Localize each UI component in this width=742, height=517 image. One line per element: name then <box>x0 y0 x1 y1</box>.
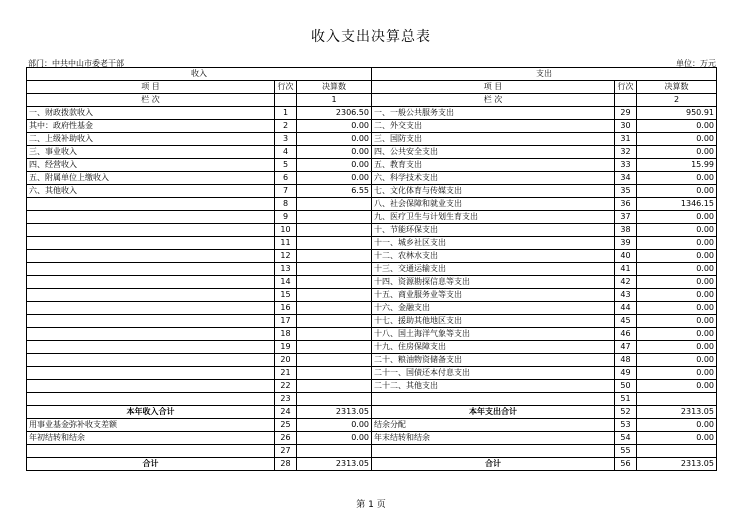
expense-amount-cell: 950.91 <box>637 107 717 120</box>
expense-amount-cell: 0.00 <box>637 263 717 276</box>
table-row <box>27 263 717 276</box>
expense-amount-cell: 0.00 <box>637 302 717 315</box>
table-body <box>27 107 717 471</box>
income-item-cell <box>27 367 275 380</box>
table-row <box>27 341 717 354</box>
income-amount-cell <box>297 445 372 458</box>
income-rowno-cell: 11 <box>275 237 297 250</box>
income-item-cell <box>27 263 275 276</box>
income-amount-cell <box>297 250 372 263</box>
table-row <box>27 107 717 120</box>
expense-rowno-cell: 52 <box>615 406 637 419</box>
income-item-cell <box>27 393 275 406</box>
expense-section-header: 支出 <box>372 68 717 81</box>
income-amount-cell <box>297 224 372 237</box>
income-amount-header: 决算数 <box>297 81 372 94</box>
income-amount-cell: 2306.50 <box>297 107 372 120</box>
income-amount-cell <box>297 302 372 315</box>
income-amount-cell <box>297 276 372 289</box>
income-amount-cell: 0.00 <box>297 172 372 185</box>
income-amount-cell <box>297 393 372 406</box>
income-amount-cell: 2313.05 <box>297 458 372 471</box>
table-row <box>27 120 717 133</box>
income-amount-cell <box>297 211 372 224</box>
income-rowno-cell: 18 <box>275 328 297 341</box>
income-item-cell <box>27 328 275 341</box>
expense-item-cell: 十五、商业服务业等支出 <box>372 289 615 302</box>
income-rowno-cell: 1 <box>275 107 297 120</box>
expense-item-cell: 十三、交通运输支出 <box>372 263 615 276</box>
income-rowno-cell: 10 <box>275 224 297 237</box>
table-row <box>27 224 717 237</box>
table-row <box>27 185 717 198</box>
income-rowno-cell: 17 <box>275 315 297 328</box>
expense-amount-cell: 0.00 <box>637 315 717 328</box>
income-item-cell: 合计 <box>27 458 275 471</box>
expense-item-cell: 二十二、其他支出 <box>372 380 615 393</box>
table-row <box>27 315 717 328</box>
table-row <box>27 133 717 146</box>
income-rowno-cell: 4 <box>275 146 297 159</box>
expense-rowno-cell: 34 <box>615 172 637 185</box>
budget-table <box>26 67 717 471</box>
expense-rowno-cell: 43 <box>615 289 637 302</box>
expense-amount-cell <box>637 393 717 406</box>
header-row-sections <box>27 68 717 81</box>
income-rowno-cell: 5 <box>275 159 297 172</box>
expense-amount-cell: 0.00 <box>637 224 717 237</box>
income-rowno-cell: 19 <box>275 341 297 354</box>
income-rowno-cell: 3 <box>275 133 297 146</box>
expense-item-cell: 六、科学技术支出 <box>372 172 615 185</box>
income-amount-cell <box>297 354 372 367</box>
income-item-cell <box>27 445 275 458</box>
income-amount-cell <box>297 237 372 250</box>
expense-rowno-cell: 33 <box>615 159 637 172</box>
expense-amount-cell: 1346.15 <box>637 198 717 211</box>
income-item-cell: 五、附属单位上缴收入 <box>27 172 275 185</box>
expense-amount-cell: 0.00 <box>637 120 717 133</box>
table-row <box>27 159 717 172</box>
expense-amount-cell: 0.00 <box>637 367 717 380</box>
income-amount-cell <box>297 380 372 393</box>
income-amount-cell <box>297 289 372 302</box>
expense-amount-cell: 0.00 <box>637 354 717 367</box>
expense-rowno-cell: 42 <box>615 276 637 289</box>
expense-rowno-cell: 50 <box>615 380 637 393</box>
expense-item-cell: 十八、国土海洋气象等支出 <box>372 328 615 341</box>
income-rowno-cell: 21 <box>275 367 297 380</box>
income-rowno-cell: 22 <box>275 380 297 393</box>
expense-item-cell: 本年支出合计 <box>372 406 615 419</box>
income-rowno-cell: 20 <box>275 354 297 367</box>
expense-item-cell: 十、节能环保支出 <box>372 224 615 237</box>
expense-amount-cell: 0.00 <box>637 419 717 432</box>
table-row <box>27 237 717 250</box>
income-item-cell: 二、上级补助收入 <box>27 133 275 146</box>
expense-item-cell: 十二、农林水支出 <box>372 250 615 263</box>
income-col-label: 栏 次 <box>27 94 275 107</box>
income-amount-cell <box>297 263 372 276</box>
income-amount-cell <box>297 198 372 211</box>
table-row <box>27 302 717 315</box>
table-row <box>27 406 717 419</box>
expense-rowno-cell: 46 <box>615 328 637 341</box>
expense-rowno-cell: 47 <box>615 341 637 354</box>
expense-item-cell: 十七、援助其他地区支出 <box>372 315 615 328</box>
table-row <box>27 146 717 159</box>
income-rowno-header: 行次 <box>275 81 297 94</box>
income-amount-cell: 0.00 <box>297 146 372 159</box>
income-rowno-cell: 25 <box>275 419 297 432</box>
header-row-columns <box>27 81 717 94</box>
expense-item-cell: 二十、粮油物资储备支出 <box>372 354 615 367</box>
expense-rowno-cell: 32 <box>615 146 637 159</box>
income-item-cell: 用事业基金弥补收支差额 <box>27 419 275 432</box>
income-item-cell <box>27 198 275 211</box>
table-row <box>27 393 717 406</box>
expense-rowno-header: 行次 <box>615 81 637 94</box>
expense-rowno-cell: 55 <box>615 445 637 458</box>
expense-rowno-cell: 35 <box>615 185 637 198</box>
expense-rowno-cell: 51 <box>615 393 637 406</box>
expense-rowno-cell: 53 <box>615 419 637 432</box>
expense-col-number: 2 <box>637 94 717 107</box>
income-item-cell <box>27 224 275 237</box>
expense-item-cell: 二、外交支出 <box>372 120 615 133</box>
expense-rowno-cell: 39 <box>615 237 637 250</box>
table-row <box>27 250 717 263</box>
expense-amount-cell: 0.00 <box>637 237 717 250</box>
table-row <box>27 289 717 302</box>
expense-amount-cell: 0.00 <box>637 185 717 198</box>
income-rowno-cell: 12 <box>275 250 297 263</box>
expense-amount-cell: 0.00 <box>637 432 717 445</box>
income-rowno-cell: 8 <box>275 198 297 211</box>
income-item-cell <box>27 276 275 289</box>
expense-rowno-cell: 41 <box>615 263 637 276</box>
income-amount-cell: 6.55 <box>297 185 372 198</box>
table-row <box>27 198 717 211</box>
income-rowno-cell: 2 <box>275 120 297 133</box>
expense-amount-cell: 0.00 <box>637 211 717 224</box>
expense-amount-cell: 15.99 <box>637 159 717 172</box>
income-col-blank <box>275 94 297 107</box>
income-amount-cell: 0.00 <box>297 419 372 432</box>
income-item-cell: 四、经营收入 <box>27 159 275 172</box>
expense-item-cell: 结余分配 <box>372 419 615 432</box>
income-rowno-cell: 28 <box>275 458 297 471</box>
expense-rowno-cell: 48 <box>615 354 637 367</box>
expense-rowno-cell: 31 <box>615 133 637 146</box>
table-row <box>27 445 717 458</box>
expense-amount-header: 决算数 <box>637 81 717 94</box>
income-amount-cell: 2313.05 <box>297 406 372 419</box>
income-item-cell <box>27 237 275 250</box>
expense-item-cell: 十六、金融支出 <box>372 302 615 315</box>
expense-amount-cell: 2313.05 <box>637 406 717 419</box>
expense-item-cell: 十一、城乡社区支出 <box>372 237 615 250</box>
expense-col-blank <box>615 94 637 107</box>
income-rowno-cell: 27 <box>275 445 297 458</box>
table-row <box>27 328 717 341</box>
expense-amount-cell: 0.00 <box>637 328 717 341</box>
expense-rowno-cell: 29 <box>615 107 637 120</box>
expense-amount-cell <box>637 445 717 458</box>
expense-amount-cell: 0.00 <box>637 380 717 393</box>
income-item-cell <box>27 250 275 263</box>
income-item-cell <box>27 341 275 354</box>
income-item-cell: 本年收入合计 <box>27 406 275 419</box>
income-col-number: 1 <box>297 94 372 107</box>
income-rowno-cell: 24 <box>275 406 297 419</box>
income-item-cell <box>27 315 275 328</box>
table-row <box>27 172 717 185</box>
department-label: 部门：中共中山市委老干部 <box>28 59 124 68</box>
expense-item-cell: 四、公共安全支出 <box>372 146 615 159</box>
income-amount-cell: 0.00 <box>297 159 372 172</box>
expense-item-cell: 十九、住房保障支出 <box>372 341 615 354</box>
expense-item-cell: 三、国防支出 <box>372 133 615 146</box>
income-amount-cell <box>297 315 372 328</box>
expense-amount-cell: 2313.05 <box>637 458 717 471</box>
income-rowno-cell: 6 <box>275 172 297 185</box>
income-rowno-cell: 13 <box>275 263 297 276</box>
expense-rowno-cell: 44 <box>615 302 637 315</box>
expense-amount-cell: 0.00 <box>637 276 717 289</box>
expense-rowno-cell: 40 <box>615 250 637 263</box>
unit-label: 单位：万元 <box>676 59 716 68</box>
expense-amount-cell: 0.00 <box>637 133 717 146</box>
income-item-cell: 三、事业收入 <box>27 146 275 159</box>
expense-item-cell: 五、教育支出 <box>372 159 615 172</box>
income-rowno-cell: 7 <box>275 185 297 198</box>
income-amount-cell: 0.00 <box>297 133 372 146</box>
expense-item-cell: 十四、资源勘探信息等支出 <box>372 276 615 289</box>
expense-item-cell: 二十一、国债还本付息支出 <box>372 367 615 380</box>
expense-col-label: 栏 次 <box>372 94 615 107</box>
income-rowno-cell: 15 <box>275 289 297 302</box>
income-rowno-cell: 16 <box>275 302 297 315</box>
income-item-cell <box>27 380 275 393</box>
expense-rowno-cell: 45 <box>615 315 637 328</box>
income-item-cell: 一、财政拨款收入 <box>27 107 275 120</box>
report-title: 收入支出决算总表 <box>311 29 431 45</box>
expense-amount-cell: 0.00 <box>637 341 717 354</box>
expense-item-cell: 七、文化体育与传媒支出 <box>372 185 615 198</box>
income-item-cell <box>27 211 275 224</box>
expense-rowno-cell: 30 <box>615 120 637 133</box>
expense-rowno-cell: 36 <box>615 198 637 211</box>
table-row <box>27 276 717 289</box>
table-row <box>27 367 717 380</box>
table-row <box>27 354 717 367</box>
expense-item-header: 项 目 <box>372 81 615 94</box>
expense-rowno-cell: 54 <box>615 432 637 445</box>
expense-item-cell: 一、一般公共服务支出 <box>372 107 615 120</box>
income-item-header: 项 目 <box>27 81 275 94</box>
table-row <box>27 211 717 224</box>
income-item-cell: 六、其他收入 <box>27 185 275 198</box>
expense-item-cell <box>372 393 615 406</box>
income-item-cell <box>27 354 275 367</box>
income-amount-cell <box>297 328 372 341</box>
expense-rowno-cell: 49 <box>615 367 637 380</box>
income-amount-cell <box>297 341 372 354</box>
expense-item-cell: 九、医疗卫生与计划生育支出 <box>372 211 615 224</box>
table-row <box>27 419 717 432</box>
income-amount-cell: 0.00 <box>297 120 372 133</box>
income-rowno-cell: 14 <box>275 276 297 289</box>
table-row <box>27 380 717 393</box>
expense-item-cell <box>372 445 615 458</box>
income-item-cell: 其中：政府性基金 <box>27 120 275 133</box>
income-rowno-cell: 26 <box>275 432 297 445</box>
expense-amount-cell: 0.00 <box>637 250 717 263</box>
expense-item-cell: 合计 <box>372 458 615 471</box>
expense-item-cell: 年末结转和结余 <box>372 432 615 445</box>
expense-rowno-cell: 38 <box>615 224 637 237</box>
income-item-cell <box>27 302 275 315</box>
income-amount-cell <box>297 367 372 380</box>
expense-rowno-cell: 56 <box>615 458 637 471</box>
expense-rowno-cell: 37 <box>615 211 637 224</box>
table-row <box>27 458 717 471</box>
header-row-colno <box>27 94 717 107</box>
income-rowno-cell: 23 <box>275 393 297 406</box>
page-footer: 第 1 页 <box>356 500 386 510</box>
expense-amount-cell: 0.00 <box>637 289 717 302</box>
table-row <box>27 432 717 445</box>
expense-item-cell: 八、社会保障和就业支出 <box>372 198 615 211</box>
expense-amount-cell: 0.00 <box>637 146 717 159</box>
income-rowno-cell: 9 <box>275 211 297 224</box>
income-section-header: 收入 <box>27 68 372 81</box>
income-item-cell <box>27 289 275 302</box>
income-amount-cell: 0.00 <box>297 432 372 445</box>
income-item-cell: 年初结转和结余 <box>27 432 275 445</box>
expense-amount-cell: 0.00 <box>637 172 717 185</box>
